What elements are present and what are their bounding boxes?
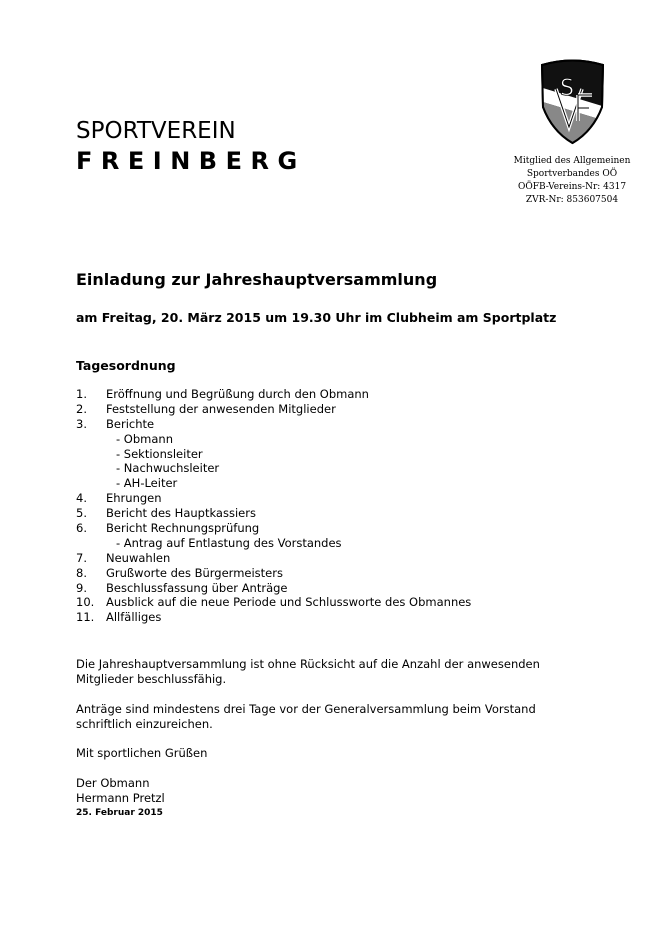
agenda-item-text: Bericht des Hauptkassiers	[106, 506, 256, 521]
document-date: 25. Februar 2015	[76, 808, 163, 818]
membership-line: Sportverbandes OÖ	[526, 169, 618, 179]
agenda-item-text: Neuwahlen	[106, 550, 171, 565]
agenda-item-number: 9.	[76, 580, 87, 595]
paragraph-line: schriftlich einzureichen.	[76, 717, 213, 731]
agenda-item-number: 10.	[76, 595, 95, 610]
membership-line: ZVR-Nr: 853607504	[525, 195, 619, 205]
signature-block	[76, 776, 616, 806]
signature-name: Hermann Pretzl	[76, 791, 165, 805]
agenda-item-number: 4.	[76, 491, 87, 506]
agenda-item-number: 2.	[76, 401, 87, 416]
paragraph-line: Mitglieder beschlussfähig.	[76, 672, 227, 686]
membership-line: OÖFB-Vereins-Nr: 4317	[517, 182, 627, 192]
agenda-item-text: Beschlussfassung über Anträge	[106, 580, 288, 595]
agenda-item-number: 11.	[76, 610, 95, 625]
agenda-item-number: 7.	[76, 550, 87, 565]
agenda-item-text: Berichte	[106, 416, 155, 431]
agenda-item-number: 8.	[76, 565, 87, 580]
invitation-title: Einladung zur Jahreshauptversammlung	[76, 270, 438, 289]
club-shield-logo	[538, 55, 607, 145]
agenda-item-text: Eröffnung und Begrüßung durch den Obmann	[106, 387, 369, 401]
agenda-item-number: 6.	[76, 521, 87, 536]
signature-role: Der Obmann	[76, 776, 150, 790]
agenda-item-number: 3.	[76, 416, 87, 431]
agenda-item-text: Ehrungen	[106, 491, 162, 506]
invitation-subtitle: am Freitag, 20. März 2015 um 19.30 Uhr im Clubheim am Sportplatz	[76, 310, 557, 325]
paragraph-line: Anträge sind mindestens drei Tage vor der Generalversammlung beim Vorstand	[76, 702, 536, 716]
agenda-item-text: Feststellung der anwesenden Mitglieder	[106, 401, 336, 416]
agenda-item-text: Grußworte des Bürgermeisters	[106, 565, 283, 580]
motions-paragraph	[76, 702, 616, 732]
club-name-line1: SPORTVEREIN	[76, 118, 236, 144]
agenda-subitem-text: - Obmann	[116, 431, 173, 446]
agenda-item-text: Bericht Rechnungsprüfung	[106, 521, 260, 536]
agenda-item-text: Ausblick auf die neue Periode und Schlussworte des Obmannes	[106, 595, 472, 610]
paragraph-line: Die Jahreshauptversammlung ist ohne Rücksicht auf die Anzahl der anwesenden	[76, 657, 540, 671]
agenda-subitem-text: - AH-Leiter	[116, 476, 178, 491]
agenda-item-number: 5.	[76, 506, 87, 521]
club-name-line2: FREINBERG	[76, 147, 306, 175]
agenda-item-number: 1.	[76, 387, 87, 401]
agenda-item-text: Allfälliges	[106, 610, 162, 625]
agenda-subitem-text: - Antrag auf Entlastung des Vorstandes	[116, 535, 342, 550]
agenda-heading: Tagesordnung	[76, 358, 176, 373]
membership-line: Mitglied des Allgemeinen	[513, 156, 631, 166]
quorum-paragraph	[76, 657, 616, 687]
agenda-subitem-text: - Nachwuchsleiter	[116, 461, 220, 476]
membership-info	[500, 155, 644, 207]
closing-greeting: Mit sportlichen Grüßen	[76, 746, 208, 760]
svg-text:S: S	[560, 76, 574, 101]
agenda-subitem-text: - Sektionsleiter	[116, 446, 203, 461]
